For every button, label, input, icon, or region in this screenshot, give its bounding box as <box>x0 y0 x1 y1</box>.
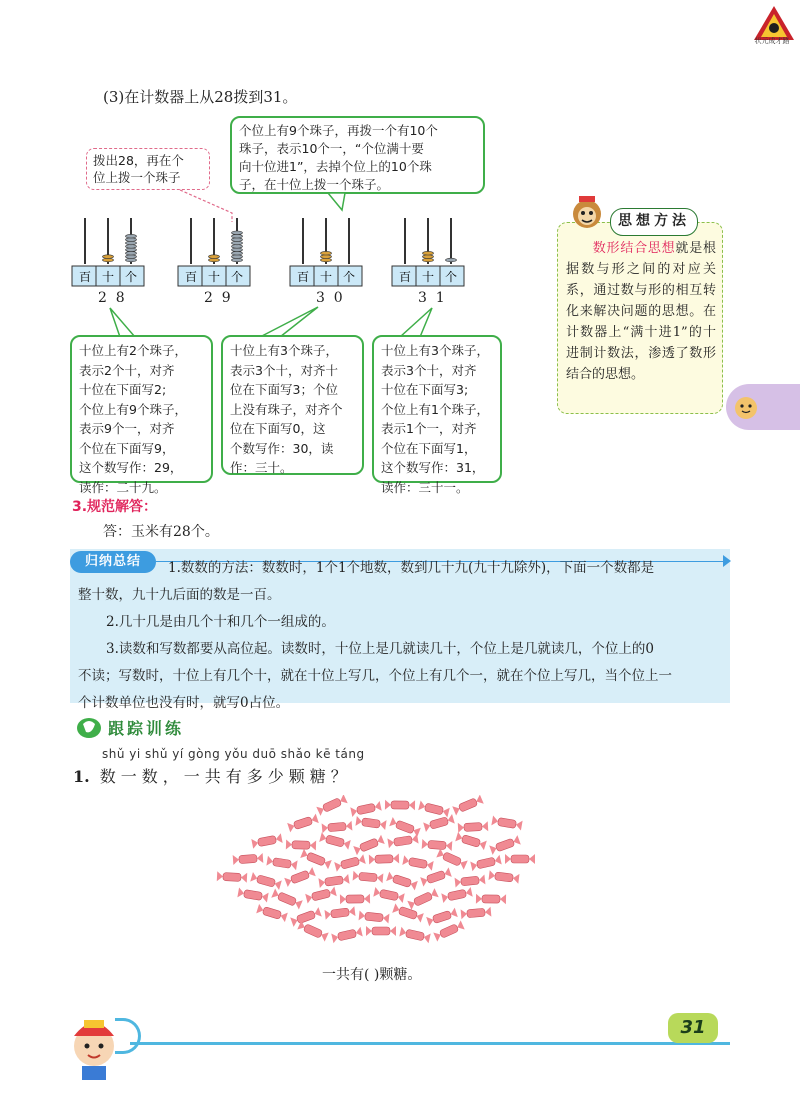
abacus-bead <box>126 255 137 259</box>
training-title: 跟踪训练 <box>108 719 185 738</box>
bubble-line: 十位上有2个珠子， <box>79 343 187 358</box>
summary-line-2: 整十数，九十九后面的数是一百。 <box>78 587 281 603</box>
abacus-bead <box>321 251 332 255</box>
abacus-bead <box>446 258 457 262</box>
explanation-bubble-a <box>70 335 213 495</box>
summary-line-1: 1.数数的方法：数数时，1个1个地数，数到几十九(九十九除外)，下面一个数都是 <box>168 560 655 576</box>
abacus-bead <box>126 245 137 249</box>
bubble-line: 作：三十。 <box>230 460 293 475</box>
candy <box>470 855 501 871</box>
candy <box>418 801 450 818</box>
monkey-mascot-icon <box>565 190 609 234</box>
candy <box>284 867 316 887</box>
bubble-line: 个位上有9个珠子，再拨一个有10个 <box>239 123 438 138</box>
bubble-line: 表示2个十，对齐 <box>79 362 175 378</box>
candy <box>233 853 264 865</box>
abacus-bead <box>126 248 137 252</box>
candy <box>256 904 288 922</box>
abacus-place-label: 个 <box>124 270 138 284</box>
abacus-bead <box>321 255 332 259</box>
candy <box>387 834 418 849</box>
candy <box>422 839 453 851</box>
candy <box>407 888 438 910</box>
abacus-bead <box>232 231 243 235</box>
abacus-digits: 3 1 <box>418 290 445 306</box>
abacus-bead <box>209 258 220 262</box>
bubble-line: 上没有珠子，对齐个 <box>230 401 343 417</box>
candy <box>423 814 455 832</box>
bubble-line: 个位上有1个珠子， <box>381 401 489 417</box>
bubble-line: 向十位进1”，去掉个位上的10个珠 <box>239 159 432 174</box>
candy <box>426 908 458 927</box>
candy <box>316 795 347 816</box>
bubble-line: 这个数写作：29， <box>79 460 183 475</box>
abacus <box>286 218 366 288</box>
abacus-place-label: 十 <box>319 270 333 284</box>
bubble-line: 个位在下面写1， <box>381 440 477 456</box>
abacus-bead <box>232 258 243 262</box>
candy <box>366 926 396 936</box>
abacus-bead <box>423 255 434 259</box>
bubble-line: 表示9个一，对齐 <box>79 421 175 436</box>
abacus <box>68 218 148 288</box>
explanation-bubble-c <box>372 335 502 495</box>
bubble-line: 位上拨一个珠子 <box>93 170 181 185</box>
candy <box>286 839 316 850</box>
abacus-place-label: 个 <box>230 270 244 284</box>
candy <box>305 887 337 904</box>
candy <box>340 894 370 905</box>
page-number: 31 <box>668 1013 718 1043</box>
abacus-bead <box>423 251 434 255</box>
bubble-line: 十位上有3个珠子， <box>230 343 338 358</box>
bubble-line: 十位上有3个珠子， <box>381 343 489 358</box>
abacus-bead <box>126 234 137 238</box>
question-text: 数一数，一共有多少颗糖？ <box>99 767 352 786</box>
candy <box>458 821 488 833</box>
abacus-place-label: 百 <box>78 270 92 284</box>
candy <box>452 795 484 815</box>
abacus-bead <box>126 241 137 245</box>
abacus-place-label: 十 <box>101 270 115 284</box>
summary-line-4: 3.读数和写数都要从高位起。读数时，十位上是几就读几十，个位上是几就读几，个位上的0 <box>106 641 654 657</box>
candy <box>350 801 381 817</box>
candy <box>436 848 467 869</box>
candy <box>420 867 452 886</box>
abacus <box>174 218 254 288</box>
abacus-bead <box>209 255 220 259</box>
candy <box>353 835 385 856</box>
answer-blank[interactable]: 一共有( )颗糖。 <box>322 967 422 983</box>
summary-text <box>78 555 728 717</box>
dog-face-icon <box>733 394 759 420</box>
candy <box>322 821 353 834</box>
candy <box>402 855 433 871</box>
abacus-bead <box>232 241 243 245</box>
candy <box>369 853 399 864</box>
candy <box>271 889 303 910</box>
abacus-place-label: 百 <box>184 270 198 284</box>
candy <box>297 920 328 941</box>
abacus-bead <box>103 258 114 262</box>
explanation-bubble-b <box>221 335 364 475</box>
summary-tag: 归纳总结 <box>70 551 156 573</box>
abacus-digits: 3 0 <box>316 290 343 306</box>
abacus-place-label: 百 <box>398 270 412 284</box>
abacus-bead <box>232 238 243 242</box>
candy <box>389 817 421 837</box>
candy <box>433 920 464 941</box>
candy <box>266 856 297 871</box>
candy <box>251 833 282 849</box>
abacus-place-label: 个 <box>444 270 458 284</box>
candy <box>334 854 366 871</box>
candy <box>476 894 506 905</box>
abacus-digits: 2 8 <box>98 290 125 306</box>
candy <box>489 870 520 884</box>
abacus-bead <box>126 251 137 255</box>
bubble-line: 个数写作：30，读 <box>230 440 334 456</box>
bubble-line: 十位在下面写2; <box>79 382 167 397</box>
candy <box>300 849 332 870</box>
candy <box>318 874 349 888</box>
bubble-line: 表示3个十，对齐十 <box>230 362 338 378</box>
abacus-bead <box>126 238 137 242</box>
training-footprint-icon <box>74 712 104 740</box>
candy <box>392 903 424 922</box>
summary-line-6: 个计数单位也没有时，就写0占位。 <box>78 695 290 711</box>
candy <box>217 871 247 883</box>
candy <box>461 907 492 920</box>
abacus-bead <box>232 245 243 249</box>
summary-line-5: 不读；写数时，十位上有几个十，就在十位上写几，个位上有几个一，就在个位上写几，当个位上一 <box>78 668 672 684</box>
abacus-digits: 2 9 <box>204 290 231 306</box>
candy <box>250 872 282 890</box>
candy <box>505 854 535 864</box>
candy <box>385 800 415 811</box>
abacus-place-label: 个 <box>342 270 356 284</box>
bubble-line: 个位在下面写9， <box>79 440 175 456</box>
candy-illustration <box>212 795 542 955</box>
footer-line <box>130 1042 730 1045</box>
method-highlight: 数形结合思想 <box>592 241 676 256</box>
abacus-bead <box>126 258 137 262</box>
candy <box>290 907 322 927</box>
bubble-line: 个位上有9个珠子， <box>79 401 187 417</box>
method-title: 思想方法 <box>610 208 698 236</box>
bubble-line: 表示3个十，对齐 <box>381 362 477 378</box>
candy <box>353 871 384 884</box>
explanation-bubble-start <box>86 148 210 190</box>
abacus-bead <box>423 258 434 262</box>
abacus-bead <box>232 248 243 252</box>
abacus-place-label: 十 <box>207 270 221 284</box>
abacus <box>388 218 468 288</box>
step-3-instruction: (3)在计数器上从28拨到31。 <box>103 88 298 106</box>
abacus-bead <box>232 255 243 259</box>
answer-text: 答：玉米有28个。 <box>103 524 219 540</box>
abacus-bead <box>321 258 332 262</box>
candy <box>386 872 418 891</box>
abacus-bead <box>232 251 243 255</box>
candy <box>319 832 351 849</box>
bubble-line: 表示1个一，对齐 <box>381 421 477 436</box>
method-body: 就是根据数与形之间的对应关系，通过数与形的相互转化来解决问题的思想。在计数器上“满十进1”的十进制计数法，渗透了数形结合的思想。 <box>566 241 716 382</box>
candy <box>287 814 319 833</box>
method-text <box>566 238 716 385</box>
candy <box>441 887 472 903</box>
candy <box>455 874 486 887</box>
candy <box>331 927 362 943</box>
bubble-line: 这个数写作：31， <box>381 460 485 475</box>
section-3-title: 3.规范解答： <box>72 499 158 515</box>
explanation-bubble-carry <box>230 116 485 194</box>
candy <box>237 887 268 902</box>
summary-line-3: 2.几十几是由几个十和几个一组成的。 <box>106 614 335 630</box>
candy <box>325 906 356 920</box>
candy <box>355 816 386 830</box>
candy <box>455 832 487 850</box>
bubble-line: 拨出28，再在个 <box>93 153 184 168</box>
brand-logo-text: 状元成才路 <box>754 37 790 45</box>
bubble-line: 十位在下面写3; <box>381 382 469 397</box>
bubble-line: 位在下面写0，这 <box>230 421 326 436</box>
abacus-place-label: 十 <box>421 270 435 284</box>
boy-mascot-icon <box>62 1006 132 1082</box>
question-number: 1. <box>73 767 90 786</box>
candy <box>399 927 430 943</box>
candy <box>489 835 521 855</box>
bubble-line: 子，在十位上拨一个珠子。 <box>239 177 390 192</box>
bubble-line: 位在下面写3；个位 <box>230 382 338 397</box>
candy <box>491 815 522 830</box>
question-pinyin: shǔ yi shǔ yí gòng yǒu duō shǎo kē táng <box>102 747 365 761</box>
candy <box>373 887 404 903</box>
abacus-bead <box>103 255 114 259</box>
bubble-line: 读作：三十一。 <box>381 479 469 495</box>
bubble-line: 读作：二十九。 <box>79 479 167 495</box>
abacus-place-label: 百 <box>296 270 310 284</box>
candy <box>359 910 390 923</box>
bubble-line: 珠子，表示10个一，“个位满十要 <box>239 141 424 156</box>
question-1 <box>73 764 352 787</box>
abacus-bead <box>232 234 243 238</box>
